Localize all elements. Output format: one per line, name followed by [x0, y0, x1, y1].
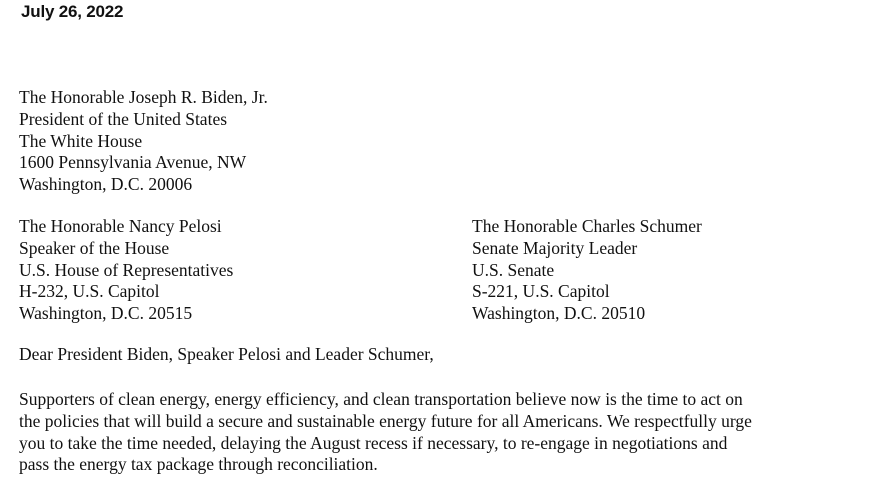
speaker-address-line: The Honorable Nancy Pelosi [19, 216, 222, 236]
body-line: the policies that will build a secure and sustainable energy future for all Americans. We respectfully urge [19, 410, 752, 431]
body-line: pass the energy tax package through reconciliation. [19, 454, 378, 475]
majority-leader-address-line: The Honorable Charles Schumer [472, 216, 702, 236]
president-address-line: The White House [19, 130, 143, 151]
salutation: Dear President Biden, Speaker Pelosi and Leader Schumer, [19, 344, 434, 364]
majority-leader-address-line: U.S. Senate [472, 259, 555, 280]
letter-date: July 26, 2022 [21, 2, 124, 21]
president-address-line: 1600 Pennsylvania Avenue, NW [19, 152, 247, 173]
speaker-address-line: U.S. House of Representatives [19, 259, 234, 280]
majority-leader-address-line: Washington, D.C. 20510 [472, 303, 646, 324]
speaker-address-block [19, 216, 233, 325]
president-address-line: Washington, D.C. 20006 [19, 174, 193, 195]
president-address-line: President of the United States [19, 108, 228, 129]
majority-leader-address-line: Senate Majority Leader [472, 237, 638, 258]
speaker-address-line: H-232, U.S. Capitol [19, 281, 160, 302]
president-address-line: The Honorable Joseph R. Biden, Jr. [19, 87, 268, 107]
majority-leader-address-block [472, 216, 702, 325]
speaker-address-line: Washington, D.C. 20515 [19, 303, 193, 324]
president-address-block [19, 87, 268, 196]
body-paragraph [19, 389, 752, 476]
body-line: Supporters of clean energy, energy efficiency, and clean transportation believe now is the time to act on [19, 389, 743, 409]
speaker-address-line: Speaker of the House [19, 237, 170, 258]
body-line: you to take the time needed, delaying the August recess if necessary, to re-engage in negotiations and [19, 432, 728, 453]
majority-leader-address-line: S-221, U.S. Capitol [472, 281, 610, 302]
